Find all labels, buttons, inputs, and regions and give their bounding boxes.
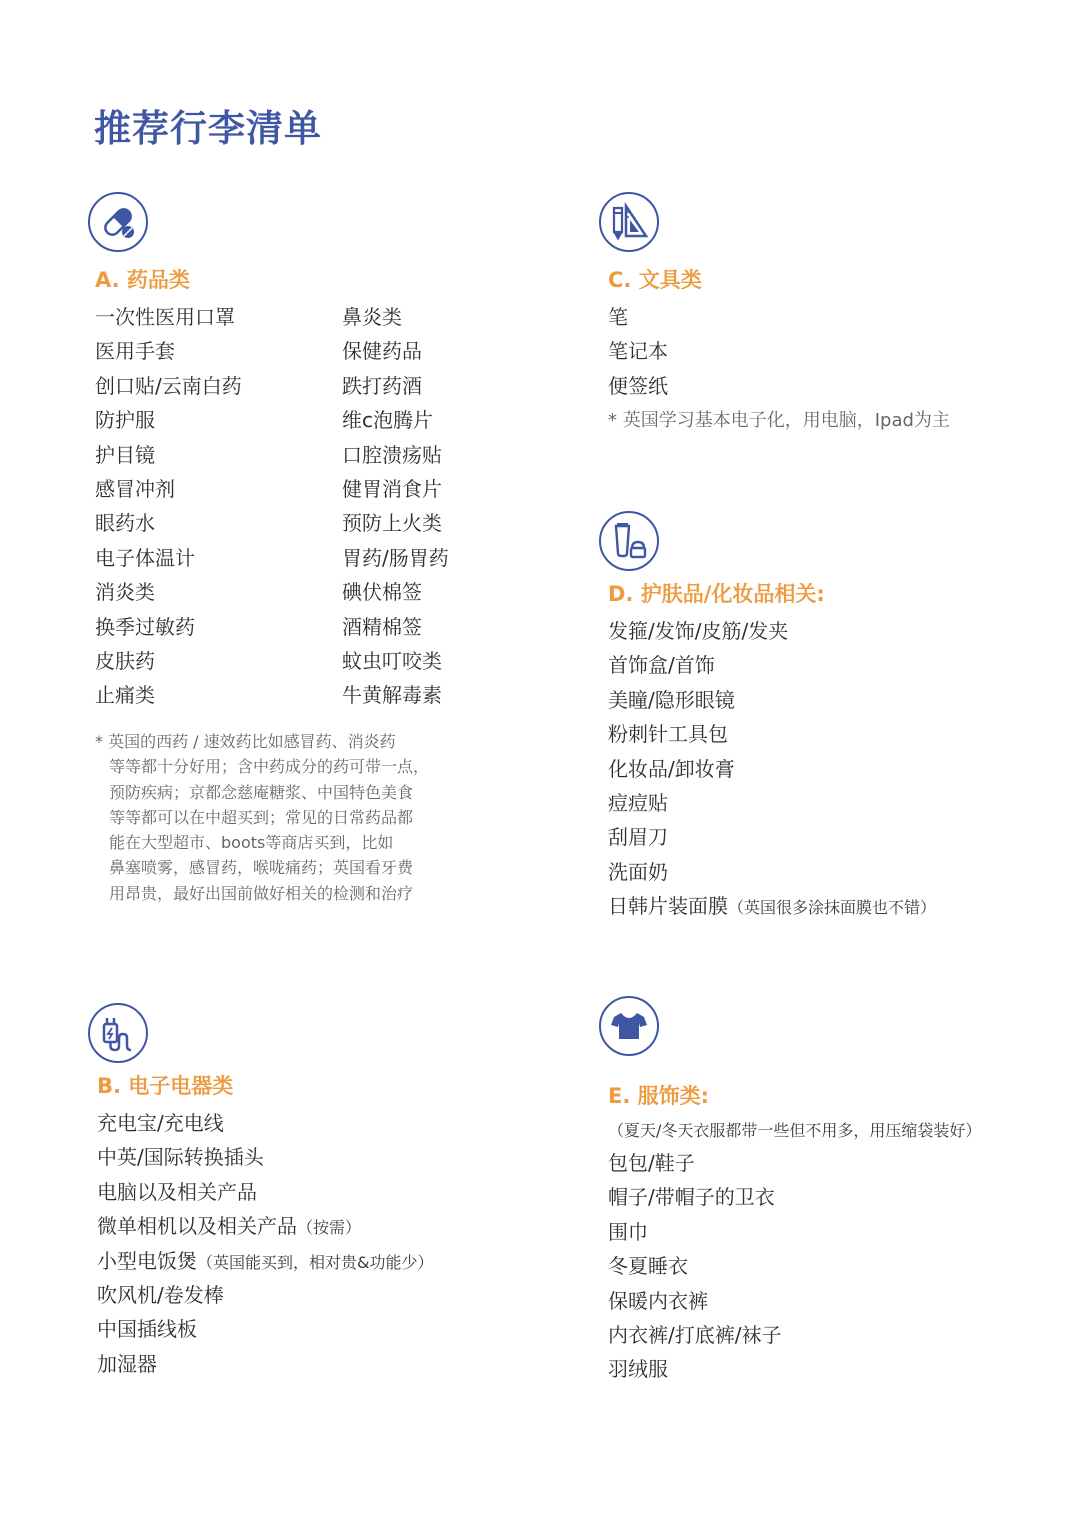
pill-icon [88,192,148,252]
list-item: 眼药水 [95,511,155,536]
list-item: 护目镜 [95,442,155,467]
list-item: 酒精棉签 [342,614,422,639]
list-item: 围巾 [608,1219,648,1244]
list-item: 粉刺针工具包 [608,722,728,747]
list-item: 小型电饭煲（英国能买到，相对贵&功能少） [97,1248,434,1273]
list-item: 微单相机以及相关产品（按需） [97,1214,362,1239]
note-line: 等等都可以在中超买到；常见的日常药品都 [109,807,414,827]
stationery-heading: C. 文具类 [608,268,702,292]
clothing-list [608,1146,781,1387]
list-item: 消炎类 [95,580,155,605]
electronics-list [97,1106,433,1381]
list-item: 发箍/发饰/皮筋/发夹 [608,619,789,643]
list-item: 便签纸 [608,373,668,398]
list-item: 洗面奶 [608,859,668,884]
medicine-list-col2 [342,300,449,713]
list-item: 预防上火类 [342,511,442,536]
list-item: 首饰盒/首饰 [608,653,715,678]
list-item: 痘痘贴 [608,790,668,815]
list-item: 电子体温计 [95,545,195,570]
pencil-ruler-icon [599,192,659,252]
electronics-heading: B. 电子电器类 [97,1074,234,1098]
list-item: 蚊虫叮咬类 [342,648,442,673]
list-item: 刮眉刀 [608,825,668,850]
list-item: 羽绒服 [608,1357,668,1382]
list-item: 保暖内衣裤 [608,1288,708,1313]
list-item: 止痛类 [95,683,155,708]
list-item: 维c泡腾片 [342,408,433,433]
list-item: 健胃消食片 [342,476,442,501]
list-item: 笔记本 [608,339,668,364]
note-line: 鼻塞喷雾，感冒药，喉咙痛药；英国看牙费 [109,858,414,878]
medicine-heading: A. 药品类 [95,268,190,292]
list-item: 充电宝/充电线 [97,1111,224,1135]
note-line: * 英国的西药 / 速效药比如感冒药、消炎药 [95,732,396,751]
list-item: 中英/国际转换插头 [97,1145,264,1170]
cosmetics-heading: D. 护肤品/化妆品相关: [608,582,825,606]
cosmetics-icon [599,511,659,571]
list-item: 帽子/带帽子的卫衣 [608,1185,775,1210]
note-line: 等等都十分好用；含中药成分的药可带一点， [109,757,430,777]
list-item: 感冒冲剂 [95,476,175,501]
list-item: 美瞳/隐形眼镜 [608,687,735,712]
list-item: 换季过敏药 [95,614,195,639]
plug-icon [88,1003,148,1063]
list-item: 笔 [608,305,628,329]
medicine-note [95,729,429,906]
note-line: 能在大型超市、boots等商店买到，比如 [109,833,394,853]
clothing-heading: E. 服饰类: [608,1084,710,1108]
list-item: 日韩片装面膜（英国很多涂抹面膜也不错） [608,894,937,919]
list-item: 中国插线板 [97,1317,197,1342]
list-item: 鼻炎类 [342,305,402,329]
tshirt-icon [599,996,659,1056]
list-item: 包包/鞋子 [608,1151,695,1175]
list-item: 加湿器 [97,1351,157,1376]
list-item: 创口贴/云南白药 [95,373,242,398]
list-item: 冬夏睡衣 [608,1254,688,1279]
medicine-list-col1 [95,300,242,713]
list-item: 口腔溃疡贴 [342,442,442,467]
stationery-list [608,300,668,403]
list-item: 胃药/肠胃药 [342,545,449,570]
note-line: 用昂贵，最好出国前做好相关的检测和治疗 [109,883,414,903]
list-item: 医用手套 [95,339,175,364]
list-item: 皮肤药 [95,648,155,673]
list-item: 内衣裤/打底裤/袜子 [608,1322,782,1347]
cosmetics-list [608,614,936,924]
list-item: 保健药品 [342,339,422,364]
page-title: 推荐行李清单 [94,107,322,150]
list-item: 碘伏棉签 [342,580,422,605]
list-item: 牛黄解毒素 [342,683,442,708]
clothing-note: （夏天/冬天衣服都带一些但不用多，用压缩袋装好） [608,1121,982,1140]
note-line: 预防疾病；京都念慈庵糖浆、中国特色美食 [109,782,414,802]
list-item: 一次性医用口罩 [95,305,235,329]
list-item: 防护服 [95,408,155,433]
stationery-note: * 英国学习基本电子化，用电脑，Ipad为主 [608,410,950,431]
list-item: 化妆品/卸妆膏 [608,756,735,781]
list-item: 跌打药酒 [342,373,422,398]
list-item: 吹风机/卷发棒 [97,1282,224,1307]
list-item: 电脑以及相关产品 [97,1179,257,1204]
